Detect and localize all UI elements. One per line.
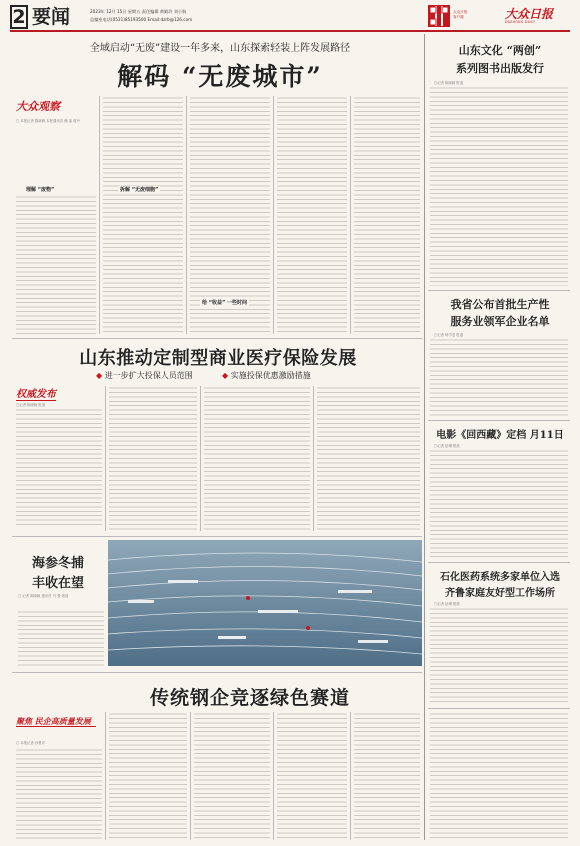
header-rule: [10, 30, 570, 32]
insurance-headline: 山东推动定制型商业医疗保险发展: [79, 348, 357, 369]
section-title: 要闻: [32, 6, 71, 28]
newspaper-logo-sub: DAZHONG DAILY: [505, 20, 536, 24]
contact-line: 总编室电话(0531)85193500 Email:dzrb@126.com: [90, 17, 193, 22]
insurance-col3: [204, 386, 310, 531]
qr-caption: 大众日报 客户端: [453, 10, 468, 19]
insurance-byline: □记者 陈晓婉 报道: [16, 403, 46, 407]
insurance-col4: [317, 386, 420, 531]
insurance-sub-2: ◆ 实施投保优惠激励措施: [222, 371, 311, 380]
movie-byline: □记者 赵琳 报道: [434, 444, 460, 448]
lead-col1-body: [16, 195, 96, 335]
photo-byline: □ 记者 陈晓婉 通讯员 马 强 报道: [18, 594, 69, 598]
culture-headline-1: 山东文化 “两创”: [458, 44, 542, 57]
photo-headline-1: 海参冬捕: [31, 556, 84, 571]
qr-code-icon[interactable]: [428, 5, 450, 27]
column-logo-observe: 大众观察: [16, 100, 60, 113]
diamond-icon: ◆: [222, 371, 229, 380]
photo-headline-2: 丰收在望: [31, 576, 84, 591]
lead-headline: 解码 “无废城市”: [117, 62, 323, 91]
steel-col5: [354, 712, 420, 840]
date-line: 2023年 12月 15日 星期五 责任编辑 黄殿玲 刘小航: [90, 9, 187, 14]
column-logo-private: 聚焦 民企高质量发展: [16, 716, 96, 727]
lead-col1-text: [16, 134, 96, 184]
lead-subhead-3: 给 “收益” 一些时间: [202, 300, 248, 306]
sea-cucumber-photo: [108, 540, 422, 666]
insurance-sub-1: ◆ 进一步扩大投保人员范围: [96, 371, 193, 380]
culture-body: [430, 86, 568, 286]
diamond-icon: ◆: [96, 371, 103, 380]
steel-col4: [277, 712, 347, 840]
culture-headline-2: 系列图书出版发行: [456, 62, 544, 75]
lead-col2-body: [103, 96, 183, 334]
photo-caption-body: [18, 610, 104, 666]
misc-body: [430, 712, 568, 840]
steel-headline: 传统钢企竞逐绿色赛道: [149, 687, 350, 709]
productivity-headline-2: 服务业领军企业名单: [450, 315, 550, 328]
lead-byline: □ 本报记者 陈晓婉 本报通讯员 鲍 福 蒋丹: [16, 119, 80, 123]
insurance-col1: [16, 408, 102, 528]
lead-subhead-1: 理解 “废物”: [26, 187, 55, 193]
lead-subhead-2: 拆解 “无废细胞”: [120, 187, 159, 193]
steel-col2: [109, 712, 187, 840]
page-number: 2: [10, 5, 28, 29]
home-headline-1: 石化医药系统多家单位入选: [440, 572, 560, 583]
movie-headline: 电影《回西藏》定档 月11日: [436, 430, 564, 441]
lead-col4-body: [277, 96, 347, 334]
lead-col5-body: [354, 96, 420, 334]
lead-kicker: 全域启动“无废”建设一年多来，山东探索轻装上阵发展路径: [89, 43, 351, 54]
insurance-col2: [109, 386, 197, 531]
home-body: [430, 607, 568, 705]
movie-body: [430, 449, 568, 559]
home-byline: □记者 赵琳 报道: [434, 602, 460, 606]
home-headline-2: 齐鲁家庭友好型工作场所: [445, 588, 555, 599]
steel-col3: [194, 712, 270, 840]
productivity-body: [430, 338, 568, 416]
productivity-headline-1: 我省公布首批生产性: [450, 298, 550, 311]
column-logo-release: 权威发布: [16, 385, 56, 401]
newspaper-logo: 大众日报: [505, 7, 554, 21]
steel-col1: [16, 748, 102, 840]
productivity-byline: □记者 杨学莹 报道: [434, 333, 464, 337]
steel-byline: □ 本报记者 孙鲁洋: [16, 741, 46, 745]
culture-byline: □记者 陈晓婉 报道: [434, 81, 464, 85]
